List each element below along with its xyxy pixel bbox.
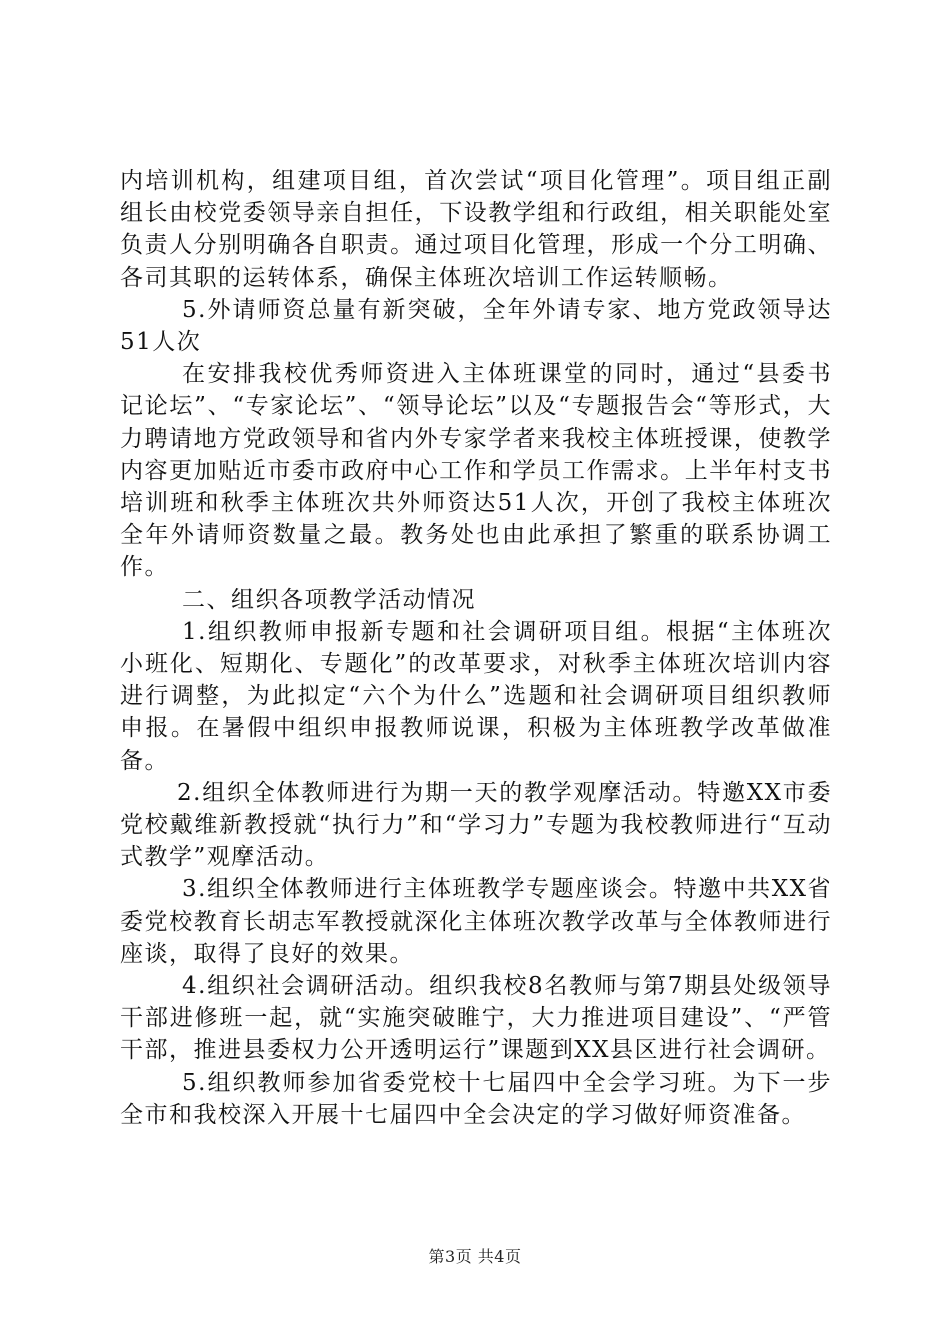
paragraph-external-faculty-body: 在安排我校优秀师资进入主体班课堂的同时，通过“县委书记论坛”、“专家论坛”、“领导论坛”以及“专题报告会“等形式，大力聘请地方党政领导和省内外专家学者来我校主体班授课，使教学内容更加贴近市委市政府中心工作和学员工作需求。上半年村支书培训班和秋季主体班次共外师资达51人次，开创了我校主体班次全年外请师资数量之最。教务处也由此承担了繁重的联系协调工作。 bbox=[120, 361, 832, 581]
paragraph-item-5: 5.组织教师参加省委党校十七届四中全会学习班。为下一步全市和我校深入开展十七届四中全会决定的学习做好师资准备。 bbox=[120, 1069, 832, 1128]
paragraph-external-faculty-heading: 5.外请师资总量有新突破，全年外请专家、地方党政领导达51人次 bbox=[120, 296, 832, 356]
paragraph-item-2: 2.组织全体教师进行为期一天的教学观摩活动。特邀XX市委党校戴维新教授就“执行力”和“学习力”专题为我校教师进行“互动式教学”观摩活动。 bbox=[120, 779, 832, 871]
paragraph-project-management: 内培训机构，组建项目组，首次尝试“项目化管理”。项目组正副组长由校党委领导亲自担任，下设教学组和行政组，相关职能处室负责人分别明确各自职责。通过项目化管理，形成一个分工明确、各司其职的运转体系，确保主体班次培训工作运转顺畅。 bbox=[120, 168, 832, 291]
document-body bbox=[120, 165, 832, 1131]
page-number-footer: 第3页 共4页 bbox=[428, 1247, 522, 1266]
paragraph-item-1: 1.组织教师申报新专题和社会调研项目组。根据“主体班次小班化、短期化、专题化”的改革要求，对秋季主体班次培训内容进行调整，为此拟定“六个为什么”选题和社会调研项目组织教师申报。在暑假中组织申报教师说课，积极为主体班教学改革做准备。 bbox=[120, 618, 832, 774]
section-heading-teaching-activities: 二、组织各项教学活动情况 bbox=[182, 586, 476, 613]
paragraph-item-4: 4.组织社会调研活动。组织我校8名教师与第7期县处级领导干部进修班一起，就“实施突破睢宁，大力推进项目建设”、“严管干部，推进县委权力公开透明运行”课题到XX县区进行社会调研。 bbox=[120, 973, 832, 1064]
paragraph-item-3: 3.组织全体教师进行主体班教学专题座谈会。特邀中共XX省委党校教育长胡志军教授就深化主体班次教学改革与全体教师进行座谈，取得了良好的效果。 bbox=[120, 876, 832, 967]
